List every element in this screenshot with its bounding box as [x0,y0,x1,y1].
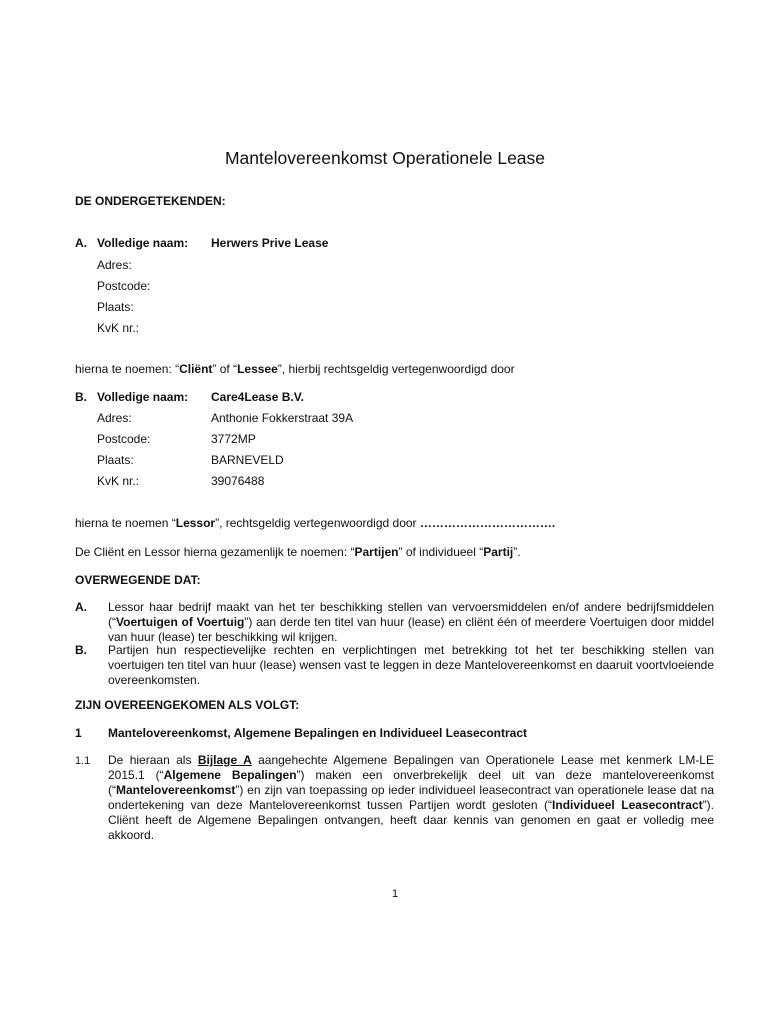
party-b-kvk-value: 39076488 [211,474,265,488]
party-b-postcode-label: Postcode: [97,432,151,446]
section-1-heading: Mantelovereenkomst, Algemene Bepalingen en Individueel Leasecontract [108,726,528,740]
party-b-name-label: Volledige naam: [97,390,189,404]
party-a-kvk-label: KvK nr.: [97,321,140,335]
recital-b-text: Partijen hun respectievelijke rechten en verplichtingen met betrekking tot het ter beschikking stellen van voertuigen ten titel van huur (lease) wensen vast te leggen in deze Mantelovereenkomst en daaruit voortvloeiende overeenkomsten. [108,643,714,687]
party-b-address-value: Anthonie Fokkerstraat 39A [211,411,354,425]
recital-a-letter: A. [75,600,87,614]
party-b-note: hierna te noemen “Lessor”, rechtsgeldig vertegenwoordigd door ……………………………. [75,516,556,530]
parties-note: De Cliënt en Lessor hierna gezamenlijk te noemen: “Partijen” of individueel “Partij”. [75,545,521,559]
party-b-letter: B. [75,390,87,404]
party-b-city-value: BARNEVELD [211,453,284,467]
clause-1-1-number: 1.1 [75,755,91,767]
party-b-postcode-value: 3772MP [211,432,256,446]
considering-heading: OVERWEGENDE DAT: [75,573,201,587]
recital-b-letter: B. [75,643,87,657]
clause-1-1-text: De hieraan als Bijlage A aangehechte Algemene Bepalingen van Operationele Lease met kenmerk LM-LE 2015.1 (“Algemene Bepalingen”) maken een onverbrekelijk deel uit van deze mantelovereenkomst (“Mantelovereenkomst”) en zijn van toepassing op ieder individueel leasecontract van operationele lease dat na ondertekening van deze Mantelovereenkomst tussen Partijen wordt gesloten (“Individueel Leasecontract”). Cliënt heeft de Algemene Bepalingen ontvangen, heeft daar kennis van genomen en gaat er volledig mee akkoord. [108,753,714,842]
party-a-note: hierna te noemen: “Cliënt” of “Lessee”, hierbij rechtsgeldig vertegenwoordigd door [75,362,515,376]
party-a-name-label: Volledige naam: [97,236,189,250]
agreed-heading: ZIJN OVEREENGEKOMEN ALS VOLGT: [75,698,300,712]
party-a-postcode-label: Postcode: [97,279,151,293]
party-a-city-label: Plaats: [97,300,134,314]
party-a-name-value: Herwers Prive Lease [211,236,329,250]
party-b-city-label: Plaats: [97,453,134,467]
party-b-kvk-label: KvK nr.: [97,474,140,488]
undersigned-heading: DE ONDERGETEKENDEN: [75,194,226,208]
party-b-address-label: Adres: [97,411,132,425]
party-a-address-label: Adres: [97,258,132,272]
party-b-name-value: Care4Lease B.V. [211,390,304,404]
party-a-letter: A. [75,236,87,250]
document-title: Mantelovereenkomst Operationele Lease [224,148,546,168]
recital-a-text: Lessor haar bedrijf maakt van het ter beschikking stellen van vervoersmiddelen en/of andere bedrijfsmiddelen (“Voertuigen of Voertuig”) aan derde ten titel van huur (lease) en cliënt één of meerdere Voertuigen door middel van huur (lease) ter beschikking wil krijgen. [108,600,714,644]
section-1-number: 1 [75,726,82,740]
page-number: 1 [391,888,399,900]
